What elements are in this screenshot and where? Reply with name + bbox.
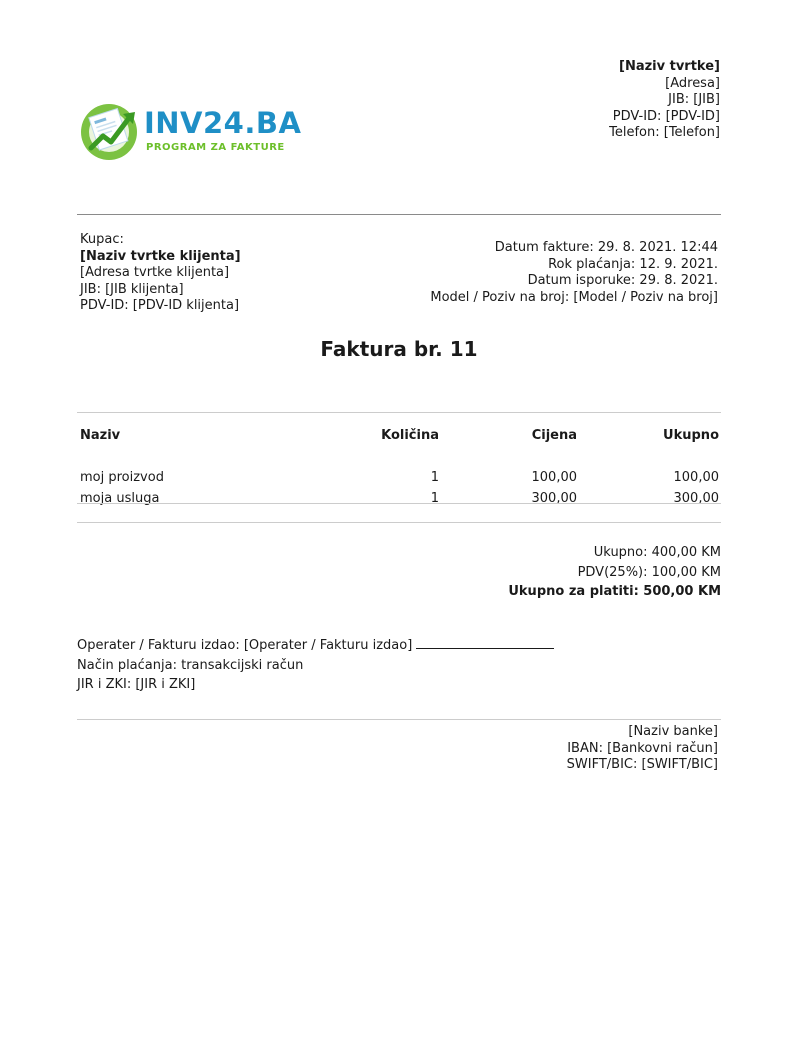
company-info [609, 59, 720, 142]
table-header-row [80, 424, 719, 446]
company-name: [Naziv tvrtke] [619, 59, 720, 74]
client-label: Kupac: [80, 232, 124, 247]
header-divider [77, 214, 721, 215]
bank-swift: SWIFT/BIC: [SWIFT/BIC] [566, 757, 718, 772]
bank-name: [Naziv banke] [628, 724, 718, 739]
invoice-date: Datum fakture: 29. 8. 2021. 12:44 [494, 240, 718, 255]
table-top-divider [77, 412, 721, 413]
invoice-reference: Model / Poziv na broj: [Model / Poziv na broj] [430, 289, 718, 305]
header-total: Ukupno [663, 427, 719, 443]
logo-text: INV24.BA [144, 106, 302, 140]
footer-info [77, 636, 554, 695]
table-bottom-divider [77, 503, 721, 504]
invoice-due-date: Rok plaćanja: 12. 9. 2021. [548, 256, 718, 272]
vat-amount: PDV(25%): 100,00 KM [577, 564, 721, 580]
invoice-title: Faktura br. 11 [320, 337, 478, 361]
bank-divider [77, 719, 721, 720]
client-address: [Adresa tvrtke klijenta] [80, 265, 230, 280]
invoice-meta [430, 240, 718, 306]
logo-badge-icon [79, 100, 141, 162]
signature-line [416, 636, 554, 649]
client-pdv-id: PDV-ID: [PDV-ID klijenta] [80, 298, 240, 313]
items-table [80, 424, 719, 509]
bank-info [567, 724, 718, 774]
jir-zki: JIR i ZKI: [JIR i ZKI] [77, 677, 196, 692]
operator-text: Operater / Fakturu izdao: [Operater / Fakturu izdao] [77, 638, 413, 653]
table-row [80, 488, 719, 509]
row-total: 100,00 [673, 470, 719, 485]
row-price: 100,00 [531, 470, 577, 485]
company-phone: Telefon: [Telefon] [609, 125, 720, 140]
row-name: moja usluga [80, 491, 160, 506]
row-price: 300,00 [531, 491, 577, 506]
client-jib: JIB: [JIB klijenta] [80, 281, 184, 297]
row-qty: 1 [430, 470, 439, 485]
invoice-delivery-date: Datum isporuke: 29. 8. 2021. [527, 273, 718, 288]
header-price: Cijena [531, 427, 577, 443]
operator-line [77, 636, 554, 656]
row-name: moj proizvod [80, 470, 164, 485]
subtotal: Ukupno: 400,00 KM [593, 545, 721, 560]
logo-subtitle: PROGRAM ZA FAKTURE [146, 142, 285, 153]
table-row [80, 467, 719, 488]
header-name: Naziv [80, 427, 121, 443]
company-pdv-id: PDV-ID: [PDV-ID] [612, 108, 720, 124]
totals [508, 543, 721, 602]
bank-iban: IBAN: [Bankovni račun] [567, 740, 718, 756]
client-info [80, 232, 241, 315]
header-qty: Količina [381, 427, 439, 443]
company-address: [Adresa] [665, 75, 720, 91]
company-logo [79, 100, 302, 162]
row-qty: 1 [430, 491, 439, 506]
company-jib: JIB: [JIB] [668, 92, 720, 107]
table-spacer [80, 446, 719, 467]
payment-method: Način plaćanja: transakcijski račun [77, 657, 304, 673]
client-name: [Naziv tvrtke klijenta] [80, 248, 241, 264]
totals-divider [77, 522, 721, 523]
row-total: 300,00 [673, 491, 719, 506]
grand-total: Ukupno za platiti: 500,00 KM [508, 584, 721, 599]
